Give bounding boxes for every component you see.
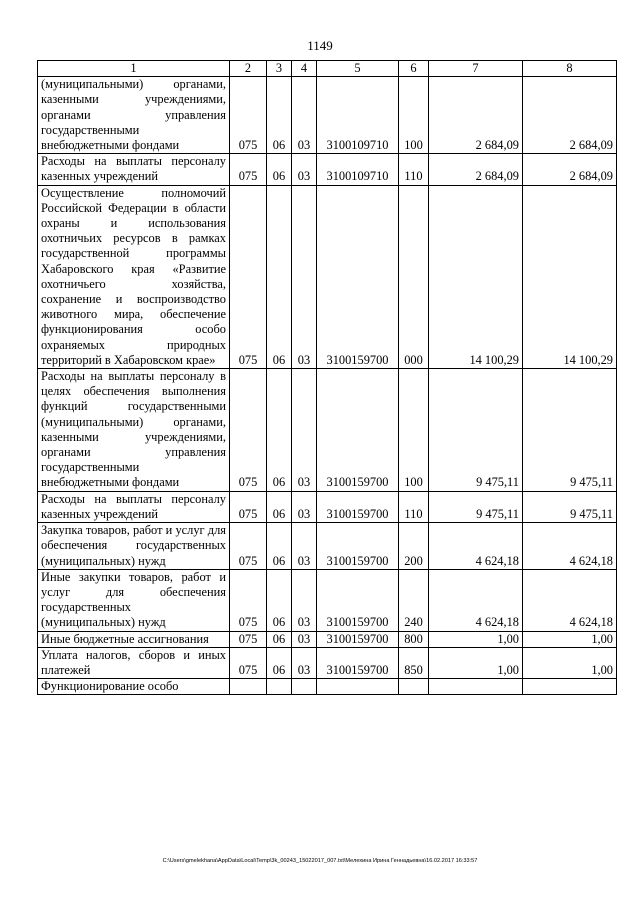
amount-col7: 14 100,29 <box>429 185 523 368</box>
subsection-code <box>292 679 317 695</box>
expense-type-code: 800 <box>399 631 429 647</box>
expense-type-code: 110 <box>399 491 429 522</box>
section-code: 06 <box>267 77 292 154</box>
subsection-code: 03 <box>292 491 317 522</box>
table-row <box>38 647 617 678</box>
row-name: Функционирование особо <box>38 679 230 695</box>
row-name: Расходы на выплаты персоналу в целях обеспечения выполнения функций государственными (муниципальными) органами, казенными учреждениями, органами управления государственными внебюджетными фондами <box>38 369 230 492</box>
subsection-code: 03 <box>292 569 317 631</box>
section-code: 06 <box>267 631 292 647</box>
row-name: (муниципальными) органами, казенными учреждениями, органами управления государственными внебюджетными фондами <box>38 77 230 154</box>
expense-type-code <box>399 679 429 695</box>
expense-type-code: 000 <box>399 185 429 368</box>
amount-col7: 4 624,18 <box>429 569 523 631</box>
row-name: Расходы на выплаты персоналу казенных учреждений <box>38 491 230 522</box>
row-name: Иные закупки товаров, работ и услуг для обеспечения государственных (муниципальных) нужд <box>38 569 230 631</box>
row-name: Осуществление полномочий Российской Федерации в области охраны и использования охотничьих ресурсов в рамках государственной программы Хабаровского края «Развитие охотничьего хозяйства, сохранение и воспроизводство животного мира, обеспечение функционирования особо охраняемых природных территорий в Хабаровском крае» <box>38 185 230 368</box>
table-row <box>38 369 617 492</box>
table-row <box>38 631 617 647</box>
ministry-code: 075 <box>230 491 267 522</box>
header-row <box>38 61 617 77</box>
subsection-code: 03 <box>292 185 317 368</box>
target-article-code: 3100159700 <box>317 369 399 492</box>
target-article-code: 3100159700 <box>317 491 399 522</box>
amount-col7: 9 475,11 <box>429 491 523 522</box>
target-article-code: 3100159700 <box>317 523 399 570</box>
table-row <box>38 185 617 368</box>
amount-col8 <box>523 679 617 695</box>
amount-col7: 1,00 <box>429 647 523 678</box>
amount-col8: 4 624,18 <box>523 523 617 570</box>
expense-type-code: 240 <box>399 569 429 631</box>
amount-col8: 2 684,09 <box>523 77 617 154</box>
subsection-code: 03 <box>292 523 317 570</box>
amount-col7 <box>429 679 523 695</box>
ministry-code: 075 <box>230 631 267 647</box>
page-number: 1149 <box>307 38 333 53</box>
subsection-code: 03 <box>292 631 317 647</box>
section-code: 06 <box>267 647 292 678</box>
target-article-code: 3100109710 <box>317 77 399 154</box>
column-header: 2 <box>230 61 267 77</box>
table-row <box>38 491 617 522</box>
section-code: 06 <box>267 185 292 368</box>
target-article-code <box>317 679 399 695</box>
amount-col8: 1,00 <box>523 631 617 647</box>
amount-col8: 14 100,29 <box>523 185 617 368</box>
ministry-code: 075 <box>230 154 267 185</box>
column-header: 3 <box>267 61 292 77</box>
table-row <box>38 679 617 695</box>
table-row <box>38 154 617 185</box>
amount-col7: 4 624,18 <box>429 523 523 570</box>
column-header: 6 <box>399 61 429 77</box>
row-name: Закупка товаров, работ и услуг для обеспечения государственных (муниципальных) нужд <box>38 523 230 570</box>
ministry-code: 075 <box>230 569 267 631</box>
column-header: 5 <box>317 61 399 77</box>
section-code: 06 <box>267 523 292 570</box>
ministry-code: 075 <box>230 647 267 678</box>
table-row <box>38 77 617 154</box>
ministry-code: 075 <box>230 185 267 368</box>
amount-col8: 4 624,18 <box>523 569 617 631</box>
target-article-code: 3100159700 <box>317 569 399 631</box>
section-code: 06 <box>267 369 292 492</box>
target-article-code: 3100109710 <box>317 154 399 185</box>
expense-type-code: 110 <box>399 154 429 185</box>
expense-type-code: 100 <box>399 77 429 154</box>
footer-file-path: C:\Users\gmelekhana\AppData\Local\Temp\3k_00243_15022017_007.txt\Мелехина Ирина Геннадьевна\16.02.2017 16:33:57 <box>162 858 478 864</box>
amount-col8: 2 684,09 <box>523 154 617 185</box>
subsection-code: 03 <box>292 77 317 154</box>
table-row <box>38 523 617 570</box>
amount-col7: 2 684,09 <box>429 77 523 154</box>
amount-col8: 9 475,11 <box>523 369 617 492</box>
column-header: 4 <box>292 61 317 77</box>
budget-table <box>37 60 617 695</box>
column-header: 1 <box>38 61 230 77</box>
section-code <box>267 679 292 695</box>
subsection-code: 03 <box>292 647 317 678</box>
ministry-code: 075 <box>230 77 267 154</box>
section-code: 06 <box>267 569 292 631</box>
row-name: Уплата налогов, сборов и иных платежей <box>38 647 230 678</box>
amount-col8: 9 475,11 <box>523 491 617 522</box>
subsection-code: 03 <box>292 154 317 185</box>
target-article-code: 3100159700 <box>317 631 399 647</box>
subsection-code: 03 <box>292 369 317 492</box>
row-name: Расходы на выплаты персоналу казенных учреждений <box>38 154 230 185</box>
amount-col7: 2 684,09 <box>429 154 523 185</box>
table-row <box>38 569 617 631</box>
ministry-code: 075 <box>230 523 267 570</box>
section-code: 06 <box>267 154 292 185</box>
expense-type-code: 100 <box>399 369 429 492</box>
expense-type-code: 850 <box>399 647 429 678</box>
amount-col8: 1,00 <box>523 647 617 678</box>
ministry-code: 075 <box>230 369 267 492</box>
ministry-code <box>230 679 267 695</box>
target-article-code: 3100159700 <box>317 647 399 678</box>
expense-type-code: 200 <box>399 523 429 570</box>
column-header: 7 <box>429 61 523 77</box>
target-article-code: 3100159700 <box>317 185 399 368</box>
amount-col7: 1,00 <box>429 631 523 647</box>
amount-col7: 9 475,11 <box>429 369 523 492</box>
section-code: 06 <box>267 491 292 522</box>
row-name: Иные бюджетные ассигнования <box>38 631 230 647</box>
column-header: 8 <box>523 61 617 77</box>
